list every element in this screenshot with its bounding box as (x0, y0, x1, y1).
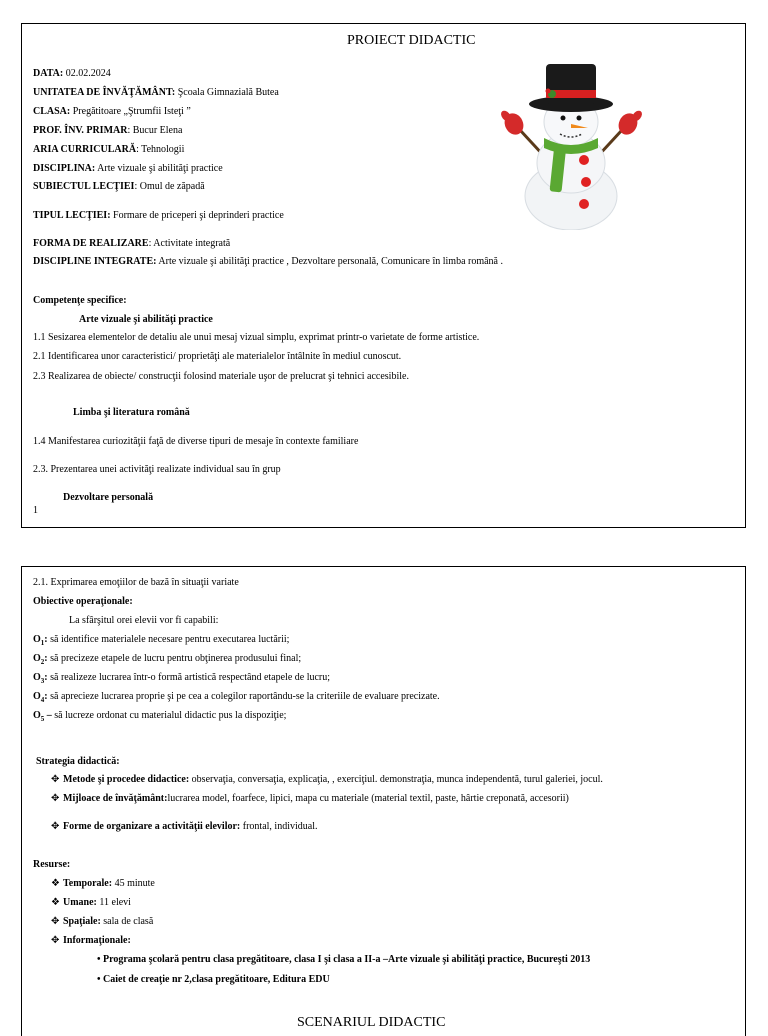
obiective-heading: Obiective operaţionale: (33, 596, 133, 607)
page-title: PROIECT DIDACTIC (347, 33, 476, 48)
page-number: 1 (33, 505, 38, 516)
avap-heading: Arte vizuale şi abilităţi practice (79, 314, 213, 325)
document-page-2 (21, 566, 746, 1036)
resurse-item: ✥ Spaţiale: sala de clasă (51, 916, 154, 927)
strategia-item: ✥ Metode şi procedee didactice: observaţia, conversaţia, explicaţia, , exerciţiul. demonstraţia, munca independentă, turul galeriei, jocul. (51, 774, 603, 785)
diamond-bullet-icon: ❖ (51, 878, 60, 889)
field-discipline-integrate: DISCIPLINE INTEGRATE: Arte vizuale şi abilităţi practice , Dezvoltare personală, Comunicare în limba română . (33, 256, 503, 267)
field-clasa: CLASA: Pregătitoare „Ştrumfii Isteţi ” (33, 106, 191, 117)
diamond-bullet-icon: ✥ (51, 916, 60, 927)
field-subiect: SUBIECTUL LECŢIEI: Omul de zăpadă (33, 181, 205, 192)
strategia-item: ✥ Mijloace de învăţământ:lucrarea model, foarfece, lipici, mapa cu materiale (material textil, paste, hârtie creponată, accesorii) (51, 793, 569, 804)
competente-heading: Competenţe specifice: (33, 295, 127, 306)
field-tipul: TIPUL LECŢIEI: Formare de priceperi şi deprinderi practice (33, 210, 284, 221)
objective-item: $O_1$: să identifice materialele necesare pentru executarea luctării; (33, 634, 290, 647)
diamond-bullet-icon: ✥ (51, 935, 60, 946)
next-section-title: SCENARIUL DIDACTIC (297, 1015, 446, 1030)
field-data: DATA: 02.02.2024 (33, 68, 111, 79)
field-prof: PROF. ÎNV. PRIMAR: Bucur Elena (33, 125, 183, 136)
resurse-item: ❖ Temporale: 45 minute (51, 878, 155, 889)
dp-heading: Dezvoltare personală (63, 492, 154, 503)
strategia-item: ✥ Forme de organizare a activităţii elevilor: frontal, individual. (51, 821, 318, 832)
resurse-heading: Resurse: (33, 859, 71, 870)
objective-item: $O_4$: să aprecieze lucrarea proprie şi pe cea a colegilor raportându-se la criteriile de evaluare precizate. (33, 691, 440, 704)
obiective-intro: La sfârşitul orei elevii vor fi capabili: (69, 615, 219, 626)
avap-item: 2.1 Identificarea unor caracteristici/ proprietăţi ale materialelor întâlnite în mediul cunoscut. (33, 351, 402, 362)
document-page-1 (21, 23, 746, 528)
avap-item: 2.3 Realizarea de obiecte/ construcţii folosind materiale uşor de prelucrat şi tehnici accesibile. (33, 371, 409, 382)
resurse-item: ✥ Informaţionale: (51, 935, 131, 946)
limba-item: 2.3. Prezentarea unei activităţi realizate individual sau în grup (33, 464, 281, 475)
objective-item: $O_5$ – să lucreze ordonat cu materialul didactic pus la dispoziţie; (33, 710, 287, 723)
diamond-bullet-icon: ✥ (51, 821, 60, 832)
field-forma: FORMA DE REALIZARE: Activitate integrată (33, 238, 231, 249)
diamond-bullet-icon: ✥ (51, 774, 60, 785)
bibliografie-item: • Caiet de creaţie nr 2,clasa pregătitoare, Editura EDU (97, 974, 330, 985)
resurse-item: ❖ Umane: 11 elevi (51, 897, 131, 908)
field-unitatea: UNITATEA DE ÎNVĂŢĂMÂNT: Şcoala Gimnazială Butea (33, 87, 279, 98)
avap-item: 1.1 Sesizarea elementelor de detaliu ale unui mesaj vizual simplu, exprimat printr-o varietate de forme artistice. (33, 332, 480, 343)
limba-item: 1.4 Manifestarea curiozităţii faţă de diverse tipuri de mesaje în contexte familiare (33, 436, 359, 447)
limba-heading: Limba şi literatura română (73, 407, 190, 418)
strategia-heading: Strategia didactică: (36, 756, 120, 767)
diamond-bullet-icon: ❖ (51, 897, 60, 908)
dp-item: 2.1. Exprimarea emoţiilor de bază în situaţii variate (33, 577, 239, 588)
field-disciplina: DISCIPLINA: Arte vizuale şi abilităţi practice (33, 163, 223, 174)
diamond-bullet-icon: ✥ (51, 793, 60, 804)
objective-item: $O_2$: să precizeze etapele de lucru pentru obţinerea produsului final; (33, 653, 302, 666)
objective-item: $O_3$: să realizeze lucrarea într-o formă artistică respectând etapele de lucru; (33, 672, 331, 685)
bibliografie-item: • Programa şcolară pentru clasa pregătitoare, clasa I şi clasa a II-a –Arte vizuale şi abilităţi practice, Bucureşti 2013 (97, 954, 591, 965)
field-aria: ARIA CURRICULARĂ: Tehnologii (33, 144, 185, 155)
snowman-illustration (492, 58, 650, 230)
